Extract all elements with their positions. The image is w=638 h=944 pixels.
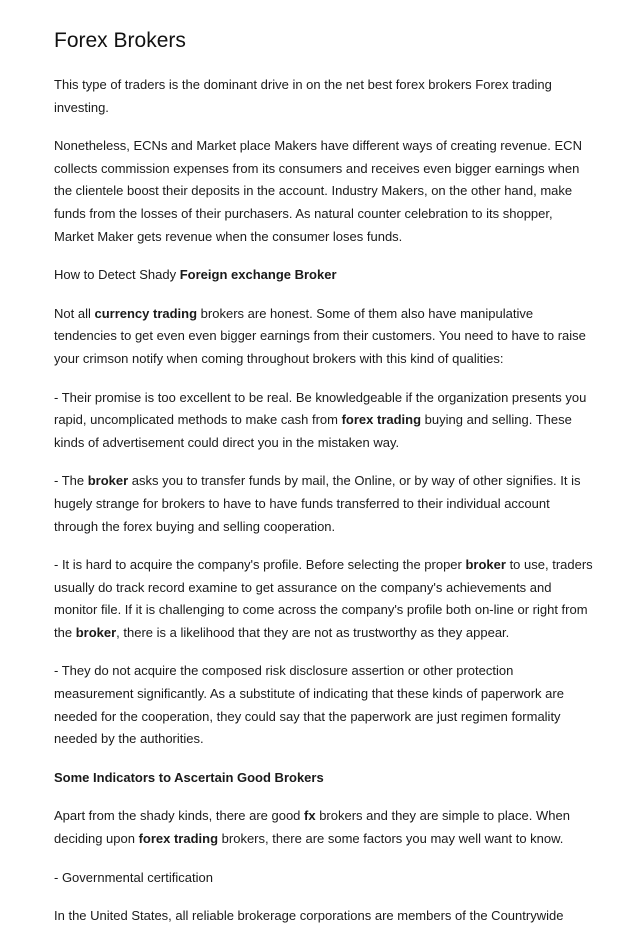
paragraph xyxy=(54,264,594,287)
bold-keyword: forex trading xyxy=(341,412,422,428)
text-run: - The xyxy=(54,473,88,489)
paragraph xyxy=(54,805,594,850)
text-run: , there is a likelihood that they are not as trustworthy as they appear. xyxy=(116,624,510,640)
paragraph xyxy=(54,767,594,790)
document-title: Forex Brokers xyxy=(54,29,186,52)
text-run: buying and selling. These kinds of advertisement could direct you in the mistaken way. xyxy=(54,412,572,450)
bold-keyword: broker xyxy=(87,473,129,489)
bold-keyword: currency trading xyxy=(94,305,198,321)
text-run: brokers are honest. Some of them also have manipulative tendencies to get even even bigger earnings from their customers. You need to have to raise your crimson notify when coming throughout brokers with this kind of qualities: xyxy=(54,305,586,366)
paragraph xyxy=(54,470,594,538)
text-run: - It is hard to acquire the company's profile. Before selecting the proper xyxy=(54,557,466,573)
text-run: brokers, there are some factors you may well want to know. xyxy=(218,831,564,847)
paragraph xyxy=(54,387,594,455)
document-body xyxy=(54,74,594,928)
text-run: Not all xyxy=(54,305,95,321)
bold-keyword: Foreign exchange Broker xyxy=(179,267,337,283)
text-run: Nonetheless, ECNs and Market place Makers have different ways of creating revenue. ECN collects commission expenses from its consumers and receives even bigger earnings when the clientele boost their deposits in the account. Industry Makers, on the other hand, make funds from the losses of their purchasers. As natural counter celebration to its shopper, Market Maker gets revenue when the consumer loses funds. xyxy=(54,138,582,244)
bold-keyword: forex trading xyxy=(138,831,219,847)
text-run: brokers and they are simple to place. When deciding upon xyxy=(54,808,570,847)
text-run: - Governmental certification xyxy=(54,869,213,885)
text-run: How to Detect Shady xyxy=(54,267,180,283)
paragraph xyxy=(54,867,594,890)
bold-keyword: broker xyxy=(75,624,117,640)
paragraph xyxy=(54,905,594,928)
bold-keyword: broker xyxy=(465,557,506,573)
text-run: - Their promise is too excellent to be real. Be knowledgeable if the organization presents you rapid, uncomplicated methods to make cash from xyxy=(54,389,587,428)
text-run: This type of traders is the dominant drive in on the net best forex brokers Forex trading investing. xyxy=(54,77,552,115)
bold-keyword: Some Indicators to Ascertain Good Brokers xyxy=(54,769,324,785)
text-run: asks you to transfer funds by mail, the Online, or by way of other signifies. It is hugely strange for brokers to have to have funds transferred to their individual account through the forex buying and selling cooperation. xyxy=(54,473,581,534)
text-run: In the United States, all reliable brokerage corporations are members of the Countrywide xyxy=(54,908,564,924)
paragraph xyxy=(54,303,594,371)
document-page xyxy=(54,28,594,944)
paragraph xyxy=(54,554,594,644)
text-run: to use, traders usually do track record examine to get assurance on the company's achievements and monitor file. If it is challenging to come across the company's profile both on-line or right from the xyxy=(54,557,593,640)
bold-keyword: fx xyxy=(304,808,316,824)
paragraph xyxy=(54,135,594,248)
paragraph xyxy=(54,74,594,119)
paragraph xyxy=(54,660,594,750)
text-run: Apart from the shady kinds, there are good xyxy=(54,808,305,824)
text-run: - They do not acquire the composed risk disclosure assertion or other protection measurement significantly. As a substitute of indicating that these kinds of paperwork are needed for the cooperation, they could say that the paperwork are just regimen formality needed by the authorities. xyxy=(54,663,564,747)
